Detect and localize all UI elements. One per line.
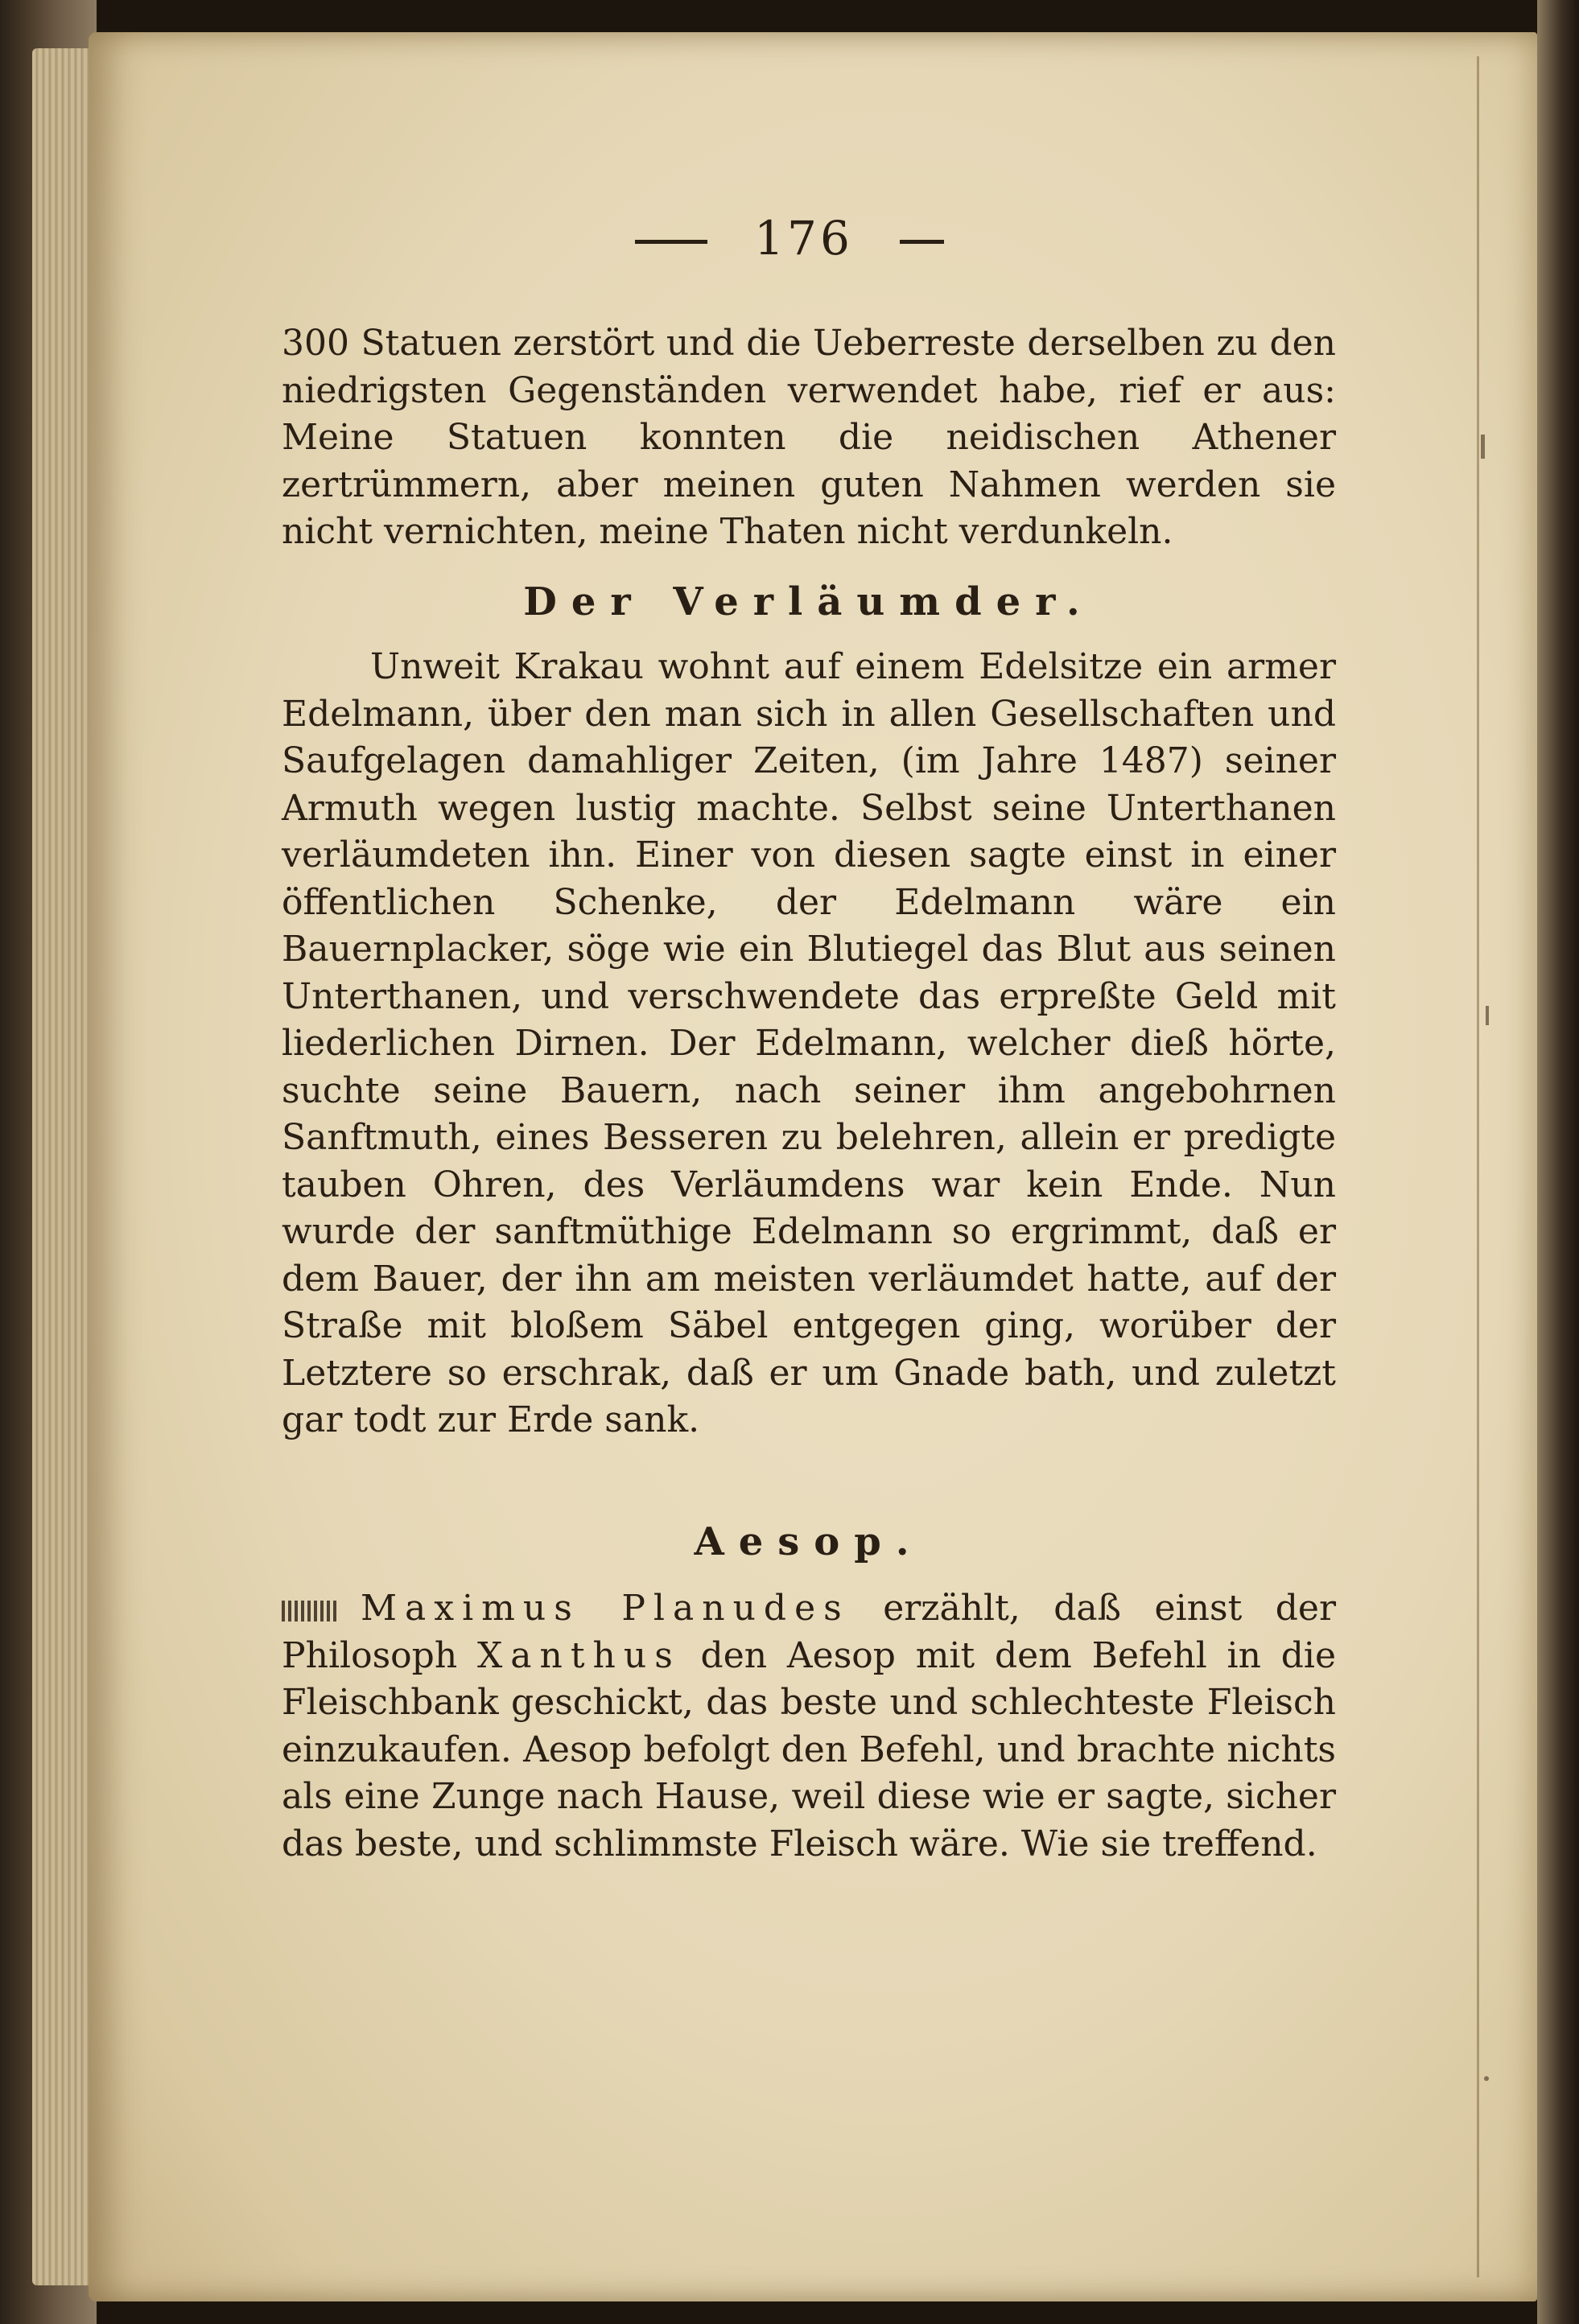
author-name: Maximus Planudes	[361, 1588, 850, 1629]
paragraph-text: 300 Statuen zerstört und die Ueberreste derselben zu den niedrigsten Gegenständen verwendet habe, rief er aus: Meine Statuen konnten die neidischen Athener zertrümmern, aber meinen guten Nahmen werden sie nicht vernichten, meine Thaten nicht verdunkeln.	[282, 323, 1336, 552]
section-heading-aesop: Aesop.	[694, 1519, 924, 1564]
initial-ornament	[282, 1601, 338, 1621]
paragraph-text-part: erzählt, daß einst der Philosoph	[282, 1588, 1336, 1676]
ink-mark	[1486, 1006, 1489, 1025]
section-heading-der-verlaeumder: Der Verläumder.	[523, 579, 1095, 624]
philosopher-name: Xanthus	[476, 1634, 681, 1676]
ink-mark	[1481, 435, 1485, 459]
header-dash-left	[635, 240, 707, 244]
right-binding-edge	[1537, 0, 1579, 2324]
paragraph-text	[282, 1585, 1336, 1868]
paragraph-text-part: den Aesop mit dem Befehl in die Fleischbank geschickt, das beste und schlechteste Fleisch einzukaufen. Aesop befolgt den Befehl, und brachte nichts als eine Zunge nach Hause, weil diese wie er sagte, sicher das beste, und schlimmste Fleisch wäre. Wie sie treffend.	[282, 1634, 1337, 1865]
ink-mark	[1484, 2076, 1489, 2081]
page-header	[0, 211, 1579, 266]
page-number: 176	[754, 211, 853, 266]
paragraph-der-verlaeumder	[282, 644, 1336, 1444]
paragraph-text: Unweit Krakau wohnt auf einem Edelsitze ein armer Edelmann, über den man sich in allen Gesellschaften und Saufgelagen damahliger Zeiten, (im Jahre 1487) seiner Armuth wegen lustig machte. Selbst seine Unterthanen verläumdeten ihn. Einer von diesen sagte einst in einer öffentlichen Schenke, der Edelmann wäre ein Bauernplacker, söge wie ein Blutiegel das Blut aus seinen Unterthanen, und verschwendete das erpreßte Geld mit liederlichen Dirnen. Der Edelmann, welcher dieß hörte, suchte seine Bauern, nach seiner ihm angebohrnen Sanftmuth, eines Besseren zu belehren, allein er predigte tauben Ohren, des Verläumdens war kein Ende. Nun wurde der sanftmüthige Edelmann so ergrimmt, daß er dem Bauer, der ihn am meisten verläumdet hatte, auf der Straße mit bloßem Säbel entgegen ging, worüber der Letztere so erschrak, daß er um Gnade bath, und zuletzt gar todt zur Erde sank.	[282, 646, 1336, 1440]
paragraph-aesop	[282, 1585, 1336, 1868]
page-fold	[1477, 56, 1479, 2277]
header-dash-right	[900, 240, 944, 244]
paragraph-intro	[282, 320, 1336, 556]
